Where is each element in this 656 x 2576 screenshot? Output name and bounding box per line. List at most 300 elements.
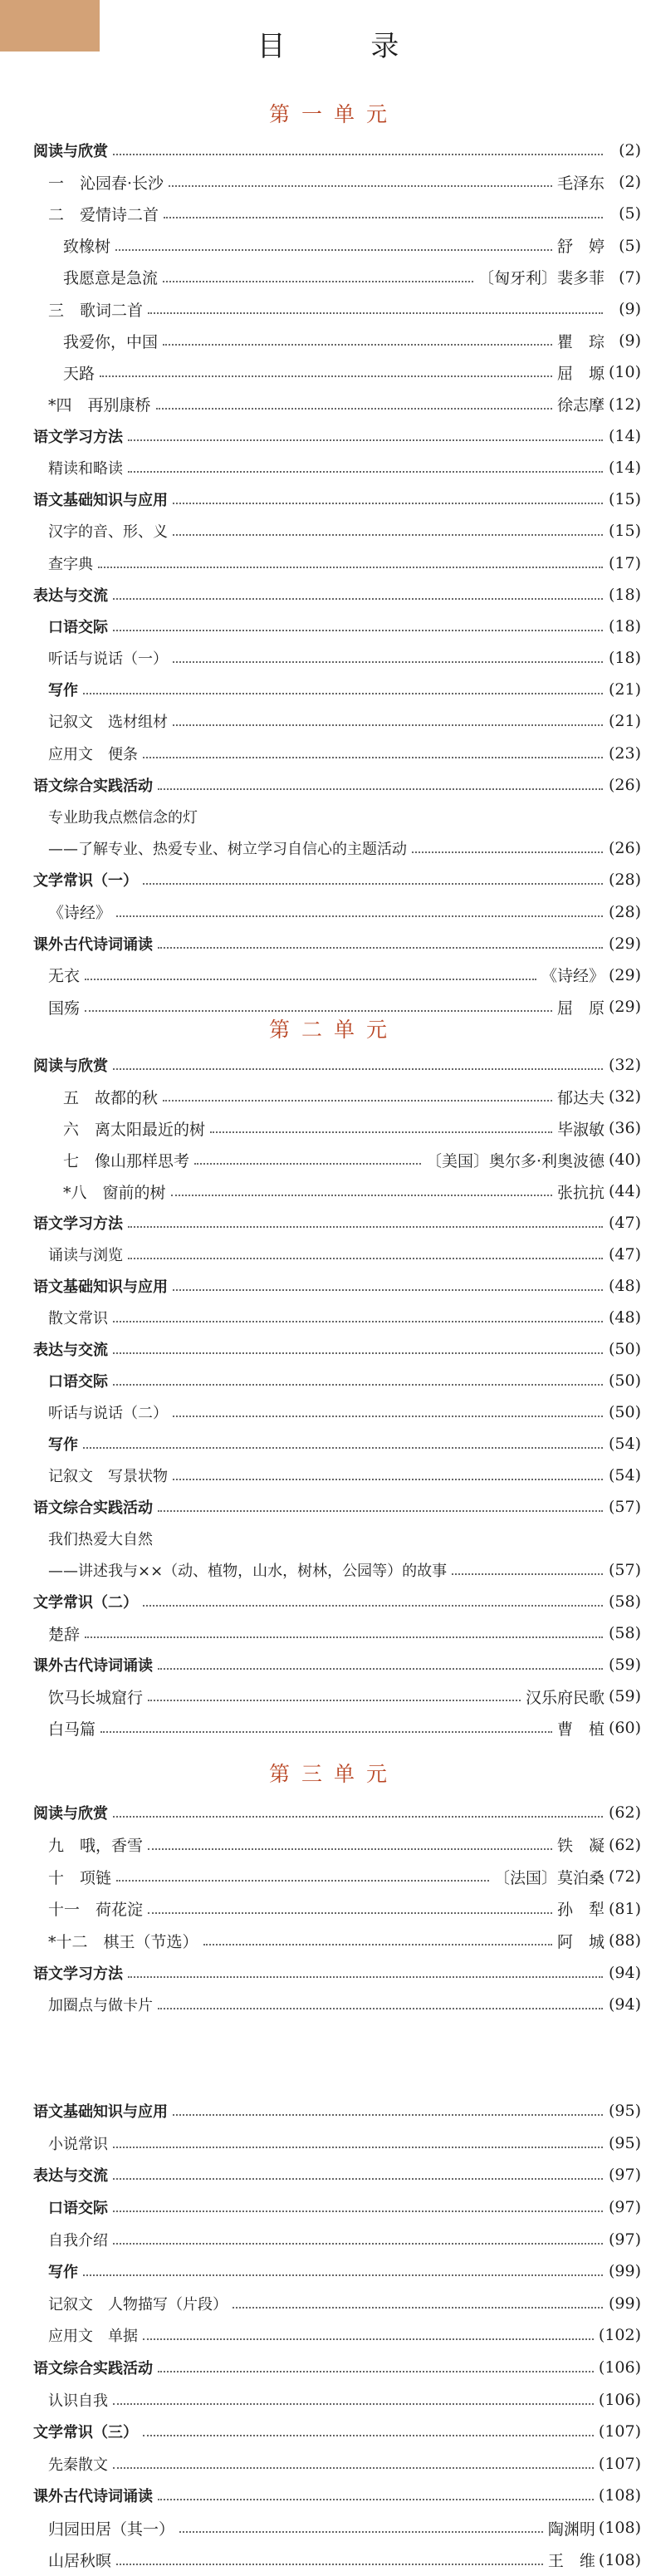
entry-page-number: (108) — [598, 2519, 641, 2538]
entry-page-number: (94) — [608, 1995, 641, 2014]
toc-entry[interactable] — [0, 1712, 656, 1744]
dot-leader — [143, 2338, 594, 2340]
unit-section — [0, 1797, 656, 2021]
entry-page-number: (23) — [608, 743, 641, 763]
dot-leader — [171, 1195, 552, 1196]
toc-entry[interactable] — [0, 801, 656, 832]
dot-leader — [128, 439, 603, 441]
toc-entry[interactable] — [0, 2383, 656, 2416]
toc-entry[interactable] — [0, 1365, 656, 1396]
entry-page-number: (102) — [598, 2326, 641, 2345]
dot-leader — [116, 2564, 543, 2565]
toc-entry[interactable] — [0, 1523, 656, 1554]
toc-entry[interactable] — [0, 1554, 656, 1586]
entry-author: 毛泽东 — [556, 174, 605, 193]
toc-section-entry[interactable] — [0, 1586, 656, 1617]
dot-leader — [164, 217, 603, 218]
dot-leader — [116, 915, 603, 917]
dot-leader — [113, 630, 603, 631]
entry-page-number: (95) — [608, 2133, 641, 2152]
entry-page-number: (21) — [608, 712, 641, 731]
entry-title: 记叙文 写景状物 — [48, 1468, 168, 1485]
entry-title: 专业助我点燃信念的灯 — [48, 809, 198, 827]
unit-section — [0, 135, 656, 1023]
entry-title: 文学常识（二） — [33, 1594, 138, 1612]
entry-page-number: (97) — [608, 2166, 641, 2185]
entry-title: 听话与说话（二） — [48, 1405, 168, 1422]
dot-leader — [173, 1479, 603, 1480]
entry-author: 《诗经》 — [541, 967, 605, 986]
toc-section-entry[interactable] — [0, 1207, 656, 1239]
toc-entry[interactable] — [0, 230, 656, 262]
dot-leader — [173, 2114, 603, 2116]
dot-leader — [173, 661, 603, 663]
toc-entry[interactable] — [0, 1396, 656, 1428]
entry-title: 口语交际 — [48, 2200, 108, 2218]
dot-leader — [210, 1131, 552, 1133]
entry-page-number: (107) — [598, 2422, 641, 2441]
toc-entry[interactable] — [0, 1989, 656, 2021]
toc-entry[interactable] — [0, 2127, 656, 2160]
toc-entry[interactable] — [0, 1112, 656, 1144]
toc-entry[interactable] — [0, 2288, 656, 2320]
toc-entry[interactable] — [0, 452, 656, 483]
entry-author: 郁达夫 — [556, 1088, 605, 1107]
entry-title: 致橡树 — [63, 238, 111, 257]
entry-page-number: (9) — [619, 300, 641, 319]
entry-page-number: (5) — [619, 236, 641, 255]
entry-page-number: (106) — [598, 2390, 641, 2409]
entry-page-number: (107) — [598, 2454, 641, 2473]
toc-entry[interactable] — [0, 1681, 656, 1712]
toc-section-entry[interactable] — [0, 420, 656, 452]
dot-leader — [113, 2147, 603, 2148]
toc-section-entry[interactable] — [0, 2416, 656, 2448]
dot-leader — [233, 2307, 603, 2309]
toc-entry[interactable] — [0, 832, 656, 864]
entry-title: 应用文 便条 — [48, 745, 138, 763]
dot-leader — [158, 2008, 603, 2009]
entry-author: 汉乐府民歌 — [525, 1688, 605, 1707]
entry-page-number: (99) — [608, 2262, 641, 2281]
entry-page-number: (28) — [608, 902, 641, 921]
dot-leader — [83, 2274, 603, 2276]
entry-page-number: (47) — [608, 1214, 641, 1232]
toc-entry[interactable] — [0, 896, 656, 928]
dot-leader — [128, 1258, 603, 1259]
entry-page-number: (81) — [608, 1899, 641, 1918]
toc-entry[interactable] — [0, 198, 656, 229]
unit-heading: 第一单元 — [268, 102, 399, 126]
toc-section-entry[interactable] — [0, 864, 656, 895]
toc-entry[interactable] — [0, 2319, 656, 2352]
toc-section-entry[interactable] — [0, 483, 656, 515]
entry-author: 陶渊明 — [547, 2520, 595, 2539]
toc-section-entry[interactable] — [0, 1797, 656, 1829]
entry-title: 阅读与欣赏 — [33, 1805, 108, 1823]
entry-page-number: (99) — [608, 2294, 641, 2313]
entry-title: 饮马长城窟行 — [48, 1688, 144, 1707]
entry-page-number: (36) — [608, 1119, 641, 1137]
dot-leader — [163, 344, 552, 346]
entry-title: 五 故都的秋 — [63, 1088, 159, 1107]
unit-heading: 第三单元 — [268, 1762, 399, 1786]
entry-page-number: (29) — [608, 998, 641, 1017]
toc-section-entry[interactable] — [0, 928, 656, 959]
entry-title: 阅读与欣赏 — [33, 143, 108, 161]
entry-page-number: (47) — [608, 1245, 641, 1263]
dot-leader — [148, 312, 603, 314]
entry-page-number: (28) — [608, 871, 641, 890]
toc-entry[interactable] — [0, 262, 656, 293]
entry-title: 课外古代诗词诵读 — [33, 2488, 153, 2506]
entry-title: 一 沁园春·长沙 — [48, 174, 164, 193]
toc-entry[interactable] — [0, 1428, 656, 1460]
dot-leader — [113, 2243, 603, 2245]
entry-title: 三 歌词二首 — [48, 301, 144, 320]
entry-author: 徐志摩 — [556, 396, 605, 415]
toc-entry[interactable] — [0, 166, 656, 198]
toc-entry[interactable] — [0, 1617, 656, 1649]
dot-leader — [116, 1880, 489, 1882]
entry-title: ——了解专业、热爱专业、树立学习自信心的主题活动 — [48, 841, 407, 859]
entry-title: 白马篇 — [48, 1720, 96, 1739]
dot-leader — [85, 1010, 552, 1012]
entry-page-number: (94) — [608, 1963, 641, 1982]
dot-leader — [113, 1068, 603, 1070]
entry-page-number: (108) — [598, 2550, 641, 2569]
dot-leader — [113, 1816, 603, 1818]
entry-page-number: (48) — [608, 1277, 641, 1295]
entry-title: 我爱你，中国 — [63, 332, 159, 351]
entry-page-number: (72) — [608, 1867, 641, 1887]
entry-title: 山居秋暝 — [48, 2552, 112, 2571]
entry-page-number: (48) — [608, 1308, 641, 1327]
dot-leader — [113, 598, 603, 600]
entry-title: 语文综合实践活动 — [33, 2360, 153, 2378]
entry-author: 屈 原 — [556, 999, 605, 1018]
toc-entry[interactable] — [0, 2223, 656, 2255]
page-title: 目 录 — [257, 30, 438, 63]
unit-heading: 第二单元 — [268, 1018, 399, 1042]
entry-title: 我们热爱大自然 — [48, 1531, 153, 1548]
dot-leader — [452, 1573, 603, 1575]
dot-leader — [143, 883, 603, 885]
toc-entry[interactable] — [0, 642, 656, 674]
entry-title: 写作 — [48, 1436, 78, 1454]
dot-leader — [113, 154, 603, 155]
entry-page-number: (58) — [608, 1592, 641, 1611]
entry-title: 写作 — [48, 2264, 78, 2282]
dot-leader — [85, 1636, 603, 1638]
toc-entry[interactable] — [0, 705, 656, 737]
entry-title: 十一 荷花淀 — [48, 1901, 144, 1920]
toc-entry[interactable] — [0, 1239, 656, 1270]
entry-page-number: (2) — [619, 173, 641, 192]
entry-page-number: (21) — [608, 680, 641, 699]
dot-leader — [158, 947, 603, 949]
unit-section — [0, 1049, 656, 1744]
dot-leader — [156, 408, 552, 410]
entry-title: 课外古代诗词诵读 — [33, 935, 153, 954]
entry-author: 王 维 — [547, 2552, 595, 2571]
dot-leader — [115, 249, 552, 251]
toc-entry[interactable] — [0, 1144, 656, 1175]
toc-entry[interactable] — [0, 611, 656, 642]
entry-title: 十 项链 — [48, 1868, 112, 1887]
dot-leader — [169, 185, 552, 187]
toc-section-entry[interactable] — [0, 579, 656, 611]
entry-page-number: (12) — [608, 395, 641, 414]
toc-entry[interactable] — [0, 738, 656, 769]
entry-page-number: (95) — [608, 2102, 641, 2121]
entry-author: 孙 犁 — [556, 1901, 605, 1920]
dot-leader — [158, 2499, 594, 2500]
toc-section-entry[interactable] — [0, 1270, 656, 1302]
toc-entry[interactable] — [0, 356, 656, 388]
dot-leader — [128, 1226, 603, 1228]
toc-entry[interactable] — [0, 2544, 656, 2576]
toc-entry[interactable] — [0, 674, 656, 705]
dot-leader — [113, 1321, 603, 1322]
entry-page-number: (108) — [598, 2486, 641, 2505]
entry-title: ——讲述我与××（动、植物，山水，树林，公园等）的故事 — [48, 1563, 448, 1580]
toc-entry[interactable] — [0, 1893, 656, 1926]
entry-title: 散文常识 — [48, 1310, 108, 1327]
entry-page-number: (57) — [608, 1561, 641, 1579]
entry-title: 语文基础知识与应用 — [33, 1278, 168, 1296]
entry-title: 文学常识（一） — [33, 872, 138, 891]
entry-page-number: (44) — [608, 1182, 641, 1200]
toc-section-entry[interactable] — [0, 769, 656, 801]
entry-title: 语文学习方法 — [33, 1965, 123, 1983]
entry-page-number: (32) — [608, 1056, 641, 1074]
dot-leader — [194, 1163, 421, 1165]
toc-entry[interactable] — [0, 2448, 656, 2480]
entry-title: 汉字的音、形、义 — [48, 523, 168, 542]
toc-entry[interactable] — [0, 293, 656, 325]
entry-title: 口语交际 — [48, 1373, 108, 1391]
dot-leader — [158, 1510, 603, 1512]
dot-leader — [173, 1416, 603, 1417]
toc-entry[interactable] — [0, 515, 656, 547]
entry-title: 语文基础知识与应用 — [33, 2103, 168, 2122]
entry-page-number: (97) — [608, 2198, 641, 2217]
entry-page-number: (14) — [608, 426, 641, 445]
dot-leader — [85, 979, 536, 980]
entry-title: 精读和略读 — [48, 459, 123, 478]
dot-leader — [128, 1976, 603, 1978]
toc-entry[interactable] — [0, 389, 656, 420]
dot-leader — [83, 693, 603, 694]
toc-section-entry[interactable] — [0, 2159, 656, 2191]
entry-author: 〔匈牙利〕裴多菲 — [477, 269, 605, 288]
toc-section-entry[interactable] — [0, 135, 656, 166]
entry-title: 语文综合实践活动 — [33, 777, 153, 795]
entry-title: 天路 — [63, 364, 95, 383]
entry-title: 表达与交流 — [33, 2167, 108, 2186]
entry-title: 二 爱情诗二首 — [48, 205, 159, 224]
dot-leader — [113, 2210, 603, 2212]
entry-page-number: (5) — [619, 204, 641, 223]
dot-leader — [158, 788, 603, 790]
toc-entry[interactable] — [0, 1302, 656, 1333]
entry-title: 六 离太阳最近的树 — [63, 1120, 206, 1139]
entry-author: 铁 凝 — [556, 1837, 605, 1856]
toc-section-entry[interactable] — [0, 1333, 656, 1365]
dot-leader — [113, 1384, 603, 1386]
dot-leader — [163, 1100, 552, 1102]
dot-leader — [113, 1352, 603, 1354]
entry-title: *四 再别康桥 — [48, 396, 151, 415]
entry-page-number: (14) — [608, 458, 641, 477]
entry-page-number: (58) — [608, 1624, 641, 1642]
dot-leader — [148, 1848, 552, 1850]
toc-entry[interactable] — [0, 1829, 656, 1862]
unit-section — [0, 2095, 656, 2576]
entry-title: 小说常识 — [48, 2135, 108, 2153]
toc-entry[interactable] — [0, 547, 656, 578]
dot-leader — [128, 471, 603, 473]
entry-title: 查字典 — [48, 555, 93, 573]
entry-title: 九 哦，香雪 — [48, 1837, 144, 1856]
entry-author: 瞿 琮 — [556, 332, 605, 351]
entry-page-number: (59) — [608, 1656, 641, 1674]
entry-page-number: (60) — [608, 1719, 641, 1737]
entry-author: 屈 塬 — [556, 364, 605, 383]
entry-page-number: (26) — [608, 775, 641, 794]
toc-entry[interactable] — [0, 2191, 656, 2224]
dot-leader — [100, 375, 552, 377]
entry-page-number: (18) — [608, 649, 641, 668]
entry-title: 《诗经》 — [48, 904, 112, 923]
toc-section-entry[interactable] — [0, 2095, 656, 2127]
entry-author: 〔美国〕奥尔多·利奥波德 — [425, 1151, 605, 1170]
dot-leader — [158, 1668, 603, 1670]
entry-title: 口语交际 — [48, 618, 108, 636]
entry-title: 记叙文 选材组材 — [48, 714, 168, 732]
toc-entry[interactable] — [0, 959, 656, 991]
entry-page-number: (18) — [608, 585, 641, 604]
dot-leader — [83, 1447, 603, 1449]
toc-entry[interactable] — [0, 1175, 656, 1207]
dot-leader — [143, 1605, 603, 1607]
entry-page-number: (54) — [608, 1466, 641, 1484]
entry-page-number: (9) — [619, 331, 641, 351]
dot-leader — [412, 851, 603, 853]
toc-entry[interactable] — [0, 1861, 656, 1893]
dot-leader — [100, 1731, 552, 1733]
entry-title: 我愿意是急流 — [63, 269, 159, 288]
entry-title: 应用文 单据 — [48, 2328, 138, 2346]
entry-author: 舒 婷 — [556, 238, 605, 257]
dot-leader — [113, 2467, 594, 2469]
entry-title: 先秦散文 — [48, 2456, 108, 2474]
entry-title: 归园田居（其一） — [48, 2520, 175, 2539]
entry-page-number: (54) — [608, 1435, 641, 1453]
entry-page-number: (17) — [608, 553, 641, 572]
entry-title: 记叙文 人物描写（片段） — [48, 2295, 228, 2313]
entry-author: 曹 植 — [556, 1720, 605, 1739]
entry-author: 张抗抗 — [556, 1183, 605, 1202]
entry-page-number: (59) — [608, 1687, 641, 1705]
dot-leader — [173, 503, 603, 504]
dot-leader — [163, 281, 473, 282]
entry-page-number: (50) — [608, 1403, 641, 1421]
entry-page-number: (50) — [608, 1340, 641, 1358]
toc-section-entry[interactable] — [0, 1649, 656, 1681]
dot-leader — [113, 2178, 603, 2180]
entry-title: 表达与交流 — [33, 586, 108, 605]
entry-title: 课外古代诗词诵读 — [33, 1657, 153, 1675]
toc-section-entry[interactable] — [0, 2480, 656, 2512]
dot-leader — [148, 1912, 552, 1914]
toc-section-entry[interactable] — [0, 1491, 656, 1523]
toc-entry[interactable] — [0, 1925, 656, 1957]
entry-title: 无衣 — [48, 967, 81, 986]
entry-title: 文学常识（三） — [33, 2424, 138, 2442]
toc-entry[interactable] — [0, 1081, 656, 1112]
entry-page-number: (40) — [608, 1151, 641, 1169]
dot-leader — [98, 567, 603, 568]
dot-leader — [173, 1289, 603, 1291]
dot-leader — [113, 2403, 594, 2405]
entry-page-number: (18) — [608, 616, 641, 635]
entry-page-number: (62) — [608, 1835, 641, 1854]
entry-page-number: (97) — [608, 2230, 641, 2249]
dot-leader — [148, 1700, 521, 1701]
dot-leader — [143, 757, 603, 758]
toc-entry[interactable] — [0, 2512, 656, 2544]
entry-page-number: (57) — [608, 1498, 641, 1516]
dot-leader — [158, 2371, 594, 2372]
entry-title: 加圈点与做卡片 — [48, 1997, 153, 2015]
toc-entry[interactable] — [0, 2255, 656, 2288]
dot-leader — [179, 2531, 543, 2533]
entry-title: 语文学习方法 — [33, 1215, 123, 1233]
entry-author: 〔法国〕莫泊桑 — [493, 1868, 605, 1887]
entry-title: 楚辞 — [48, 1625, 81, 1644]
entry-title: 认识自我 — [48, 2392, 108, 2410]
entry-title: 诵读与浏览 — [48, 1247, 123, 1264]
entry-title: 语文基础知识与应用 — [33, 492, 168, 510]
entry-title: *八 窗前的树 — [63, 1183, 166, 1202]
entry-title: 国殇 — [48, 999, 81, 1018]
entry-title: 表达与交流 — [33, 1342, 108, 1359]
entry-page-number: (26) — [608, 839, 641, 858]
dot-leader — [203, 1944, 552, 1945]
toc-entry[interactable] — [0, 325, 656, 356]
entry-page-number: (2) — [619, 141, 641, 160]
toc-section-entry[interactable] — [0, 2352, 656, 2384]
entry-author: 阿 城 — [556, 1932, 605, 1951]
entry-title: 语文综合实践活动 — [33, 1499, 153, 1517]
entry-title: 自我介绍 — [48, 2231, 108, 2250]
entry-page-number: (29) — [608, 934, 641, 953]
entry-author: 毕淑敏 — [556, 1120, 605, 1139]
toc-section-entry[interactable] — [0, 1957, 656, 1990]
entry-page-number: (88) — [608, 1931, 641, 1950]
entry-page-number: (15) — [608, 522, 641, 541]
toc-section-entry[interactable] — [0, 1049, 656, 1081]
entry-page-number: (7) — [619, 267, 641, 287]
entry-page-number: (32) — [608, 1087, 641, 1106]
dot-leader — [143, 2435, 594, 2436]
entry-title: 写作 — [48, 682, 78, 700]
entry-page-number: (29) — [608, 965, 641, 984]
dot-leader — [173, 534, 603, 536]
toc-entry[interactable] — [0, 1460, 656, 1491]
